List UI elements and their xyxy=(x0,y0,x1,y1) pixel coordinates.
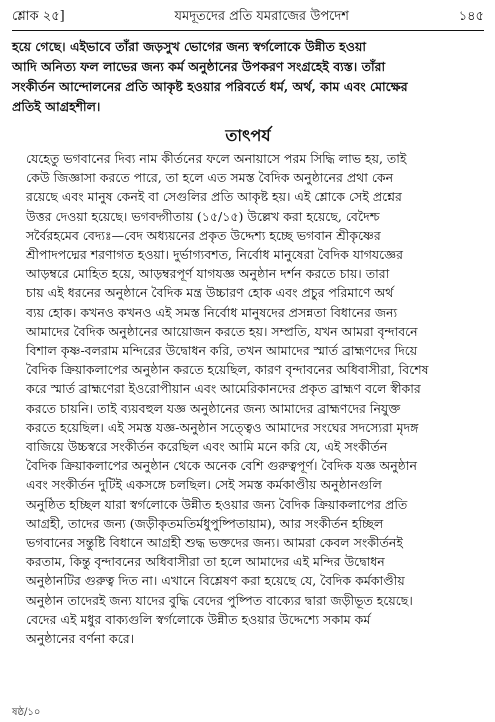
translation-paragraph xyxy=(12,37,484,117)
purport-line: আড়ম্বরে মোহিত হয়ে, আড়ম্বরপূর্ণ যাগযজ্ঞ অনুষ্ঠান দর্শন করতে চায়। তারা xyxy=(26,266,390,282)
translation-line: সংকীর্তন আন্দোলনের প্রতি আকৃষ্ট হওয়ার পরিবর্তে ধর্ম, অর্থ, কাম এবং মোক্ষের xyxy=(12,79,408,94)
purport-line: সর্বৈরহমেব বেদ্যঃ—বেদ অধ্যয়নের প্রকৃত উদ্দেশ্য হচ্ছে ভগবান শ্রীকৃষ্ণের xyxy=(26,227,381,243)
purport-line: রয়েছে এবং মানুষ কেনই বা সেগুলির প্রতি আকৃষ্ট হয়। এই শ্লোকে সেই প্রশ্নের xyxy=(26,189,402,205)
purport-line: বাজিয়ে উচ্চস্বরে সংকীর্তন করেছিল এবং আমি মনে করি যে, এই সংকীর্তন xyxy=(26,439,388,455)
purport-line: আমাদের বৈদিক অনুষ্ঠানের আয়োজন করতে হয়। সম্প্রতি, যখন আমরা বৃন্দাবনে xyxy=(26,323,418,339)
section-heading: তাৎপর্য xyxy=(225,126,271,145)
translation-line: আদি অনিত্য ফল লাভের জন্য কর্ম অনুষ্ঠানের উপকরণ সংগ্রহেই ব্যস্ত। তাঁরা xyxy=(12,59,386,74)
purport-line: যেহেতু ভগবানের দিব্য নাম কীর্তনের ফলে অনায়াসে পরম সিদ্ধি লাভ হয়, তাই xyxy=(26,151,407,166)
verse-reference: শ্লোক ২৫] xyxy=(12,9,65,24)
purport-line: আগ্রহী, তাদের জন্য (জড়ীকৃতমতির্মধুপুষ্পিতায়াম), আর সংকীর্তন হচ্ছিল xyxy=(26,515,384,531)
purport-line: শ্রীপাদপদ্মের শরণাগত হওয়া। দুর্ভাগ্যবশত, নির্বোধ মানুষেরা বৈদিক যাগযজ্ঞের xyxy=(26,247,403,263)
purport-line: ভগবানের সন্তুষ্টি বিধানে আগ্রহী শুদ্ধ ভক্তদের জন্য। আমরা কেবল সংকীর্তনই xyxy=(26,535,403,551)
header-rule xyxy=(12,30,484,31)
purport-line: কেউ জিজ্ঞাসা করতে পারে, তা হলে এত সমস্ত বৈদিক অনুষ্ঠানের প্রথা কেন xyxy=(26,170,394,186)
purport-line: উত্তর দেওয়া হয়েছে। ভগবদ্গীতায় (১৫/১৫) উল্লেখ করা হয়েছে, বেদৈশ্চ xyxy=(26,208,380,224)
purport-line: অনুষ্ঠিত হচ্ছিল যারা স্বর্গলোকে উন্নীত হওয়ার জন্য বৈদিক ক্রিয়াকলাপের প্রতি xyxy=(26,496,408,512)
purport-line: করতে চায়নি। তাই ব্যয়বহুল যজ্ঞ অনুষ্ঠানের জন্য আমাদের ব্রাহ্মণদের নিযুক্ত xyxy=(26,400,401,416)
page-header xyxy=(12,6,484,28)
purport-line: করতে হয়েছিল। এই সমস্ত যজ্ঞ-অনুষ্ঠান সত্ত্বেও আমাদের সংঘের সদস্যেরা মৃদঙ্গ xyxy=(26,419,419,435)
purport-line: এবং সংকীর্তন দুটিই একসঙ্গে চলছিল। সেই সমস্ত কর্মকাণ্ডীয় অনুষ্ঠানগুলি xyxy=(26,477,382,493)
page xyxy=(12,6,484,648)
purport-line: বিশাল কৃষ্ণ-বলরাম মন্দিরের উদ্বোধন করি, তখন আমাদের স্মার্ত ব্রাহ্মণদের দিয়ে xyxy=(26,343,418,359)
purport-line: অনুষ্ঠানটির গুরুত্ব দিত না। এখানে বিশ্লেষণ করা হয়েছে যে, বৈদিক কর্মকাণ্ডীয় xyxy=(26,573,405,589)
page-number: ১৪৫ xyxy=(458,9,484,24)
translation-line: প্রতিই আগ্রহশীল। xyxy=(12,99,101,114)
purport-line: বেদের এই মধুর বাক্যগুলি স্বর্গলোকে উন্নীত হওয়ার উদ্দেশ্যে সকাম কর্ম xyxy=(26,611,371,627)
purport-line: অনুষ্ঠান তাদেরই জন্য যাদের বুদ্ধি বেদের পুষ্পিত বাক্যের দ্বারা জড়ীভূত হয়েছে। xyxy=(26,592,413,608)
purport-line: ব্যয় হোক। কখনও কখনও এই সমস্ত নির্বোধ মানুষদের প্রসন্নতা বিধানের জন্য xyxy=(26,304,398,320)
purport-line: করে স্মার্ত ব্রাহ্মণেরা ইওরোপীয়ান এবং আমেরিকানদের প্রকৃত ব্রাহ্মণ বলে স্বীকার xyxy=(26,381,421,397)
purport-line: অনুষ্ঠানের বর্ণনা করে। xyxy=(26,631,135,647)
purport-line: চায় এই ধরনের অনুষ্ঠানে বৈদিক মন্ত্র উচ্চারণ হোক এবং প্রচুর পরিমাণে অর্থ xyxy=(26,285,394,301)
purport-paragraph xyxy=(12,149,484,648)
purport-line: করতাম, কিন্তু বৃন্দাবনের অধিবাসীরা তা হলে আমাদের এই মন্দির উদ্বোধন xyxy=(26,554,385,570)
purport-line: বৈদিক ক্রিয়াকলাপের অনুষ্ঠান করতে হয়েছিল, কারণ বৃন্দাবনের অধিবাসীরা, বিশেষ xyxy=(26,362,429,378)
chapter-title: যমদূতদের প্রতি যমরাজের উপদেশ xyxy=(174,9,349,24)
translation-line: হয়ে গেছে। এইভাবে তাঁরা জড়সুখ ভোগের জন্য স্বর্গলোকে উন্নীত হওয়া xyxy=(12,39,366,54)
purport-line: বৈদিক ক্রিয়াকলাপের অনুষ্ঠান থেকে অনেক বেশি গুরুত্বপূর্ণ। বৈদিক যজ্ঞ অনুষ্ঠান xyxy=(26,458,417,474)
page-footer-signature: ষষ্ঠ/১০ xyxy=(12,707,41,718)
